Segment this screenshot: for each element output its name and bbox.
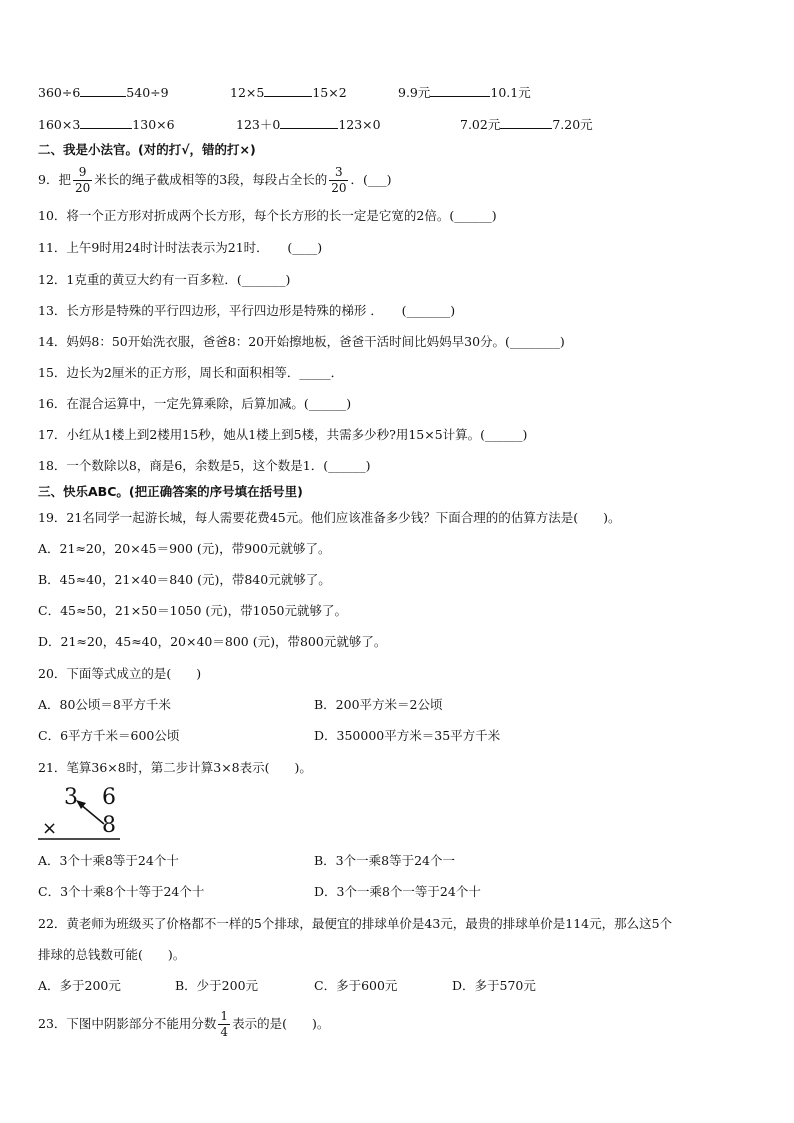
- answer-blank[interactable]: [80, 116, 132, 129]
- question-12: 12．1克重的黄豆大约有一百多粒．(_______): [38, 272, 291, 287]
- option-a[interactable]: A．多于200元: [38, 978, 121, 993]
- digit-ones: 6: [102, 785, 116, 810]
- digit-multiplier: 8: [102, 813, 116, 838]
- question-20-stem: 20．下面等式成立的是( ): [38, 666, 202, 681]
- option-c[interactable]: C．45≈50，21×50＝1050 (元)，带1050元就够了。: [38, 603, 347, 618]
- option-a[interactable]: A．80公顷＝8平方千米: [38, 697, 171, 712]
- option-c[interactable]: C．6平方千米＝600公顷: [38, 728, 180, 743]
- question-10: 10．将一个正方形对折成两个长方形，每个长方形的长一定是它宽的2倍。(______): [38, 208, 497, 223]
- compare-item: 12×5 15×2: [230, 85, 347, 100]
- question-15: 15．边长为2厘米的正方形，周长和面积相等．_____．: [38, 365, 344, 380]
- answer-blank[interactable]: [430, 84, 490, 97]
- option-d[interactable]: D．21≈20，45≈40，20×40＝800 (元)，带800元就够了。: [38, 634, 387, 649]
- compare-item: 160×3 130×6: [38, 117, 175, 132]
- option-d[interactable]: D．多于570元: [452, 978, 536, 993]
- question-13: 13．长方形是特殊的平行四边形，平行四边形是特殊的梯形 ． (_______): [38, 303, 456, 318]
- section-title: 三、快乐ABC。(把正确答案的序号填在括号里): [38, 484, 303, 499]
- option-c[interactable]: C．3个十乘8个十等于24个十: [38, 884, 205, 899]
- section-title: 二、我是小法官。(对的打√，错的打×): [38, 142, 256, 157]
- question-17: 17．小红从1楼上到2楼用15秒，她从1楼上到5楼，共需多少秒?用15×5计算。(______): [38, 427, 528, 442]
- question-18: 18．一个数除以8，商是6，余数是5，这个数是1．(______): [38, 458, 371, 473]
- question-19-stem: 19．21名同学一起游长城，每人需要花费45元。他们应该准备多少钱？下面合理的的估算方法是( )。: [38, 510, 621, 525]
- fraction: $\frac{1}{4}$: [220, 1009, 229, 1039]
- answer-blank[interactable]: [264, 84, 312, 97]
- option-a[interactable]: A．21≈20，20×45＝900 (元)，带900元就够了。: [38, 541, 331, 556]
- option-b[interactable]: B．200平方米＝2公顷: [314, 697, 443, 712]
- question-11: 11．上午9时用24时计时法表示为21时． (____): [38, 240, 323, 255]
- compare-item: 123＋0 123×0: [236, 117, 381, 132]
- question-22-stem-cont: 排球的总钱数可能( )。: [38, 947, 186, 962]
- answer-blank[interactable]: [280, 116, 338, 129]
- option-a[interactable]: A．3个十乘8等于24个十: [38, 853, 179, 868]
- option-b[interactable]: B．少于200元: [175, 978, 259, 993]
- option-b[interactable]: B．45≈40，21×40＝840 (元)，带840元就够了。: [38, 572, 331, 587]
- fraction: $\frac{3}{20}$: [331, 165, 347, 195]
- option-d[interactable]: D．3个一乘8个一等于24个十: [314, 884, 481, 899]
- digit-tens: 3: [64, 785, 78, 810]
- arrow-icon: [36, 786, 126, 842]
- question-23-stem: 23．下图中阴影部分不能用分数 $\frac{1}{4}$ 表示的是( )。: [38, 1009, 330, 1039]
- compare-item: 360÷6 540÷9: [38, 85, 169, 100]
- question-21-stem: 21．笔算36×8时，第二步计算3×8表示( )。: [38, 760, 312, 775]
- answer-blank[interactable]: [80, 84, 126, 97]
- answer-blank[interactable]: [500, 116, 552, 129]
- question-16: 16．在混合运算中，一定先算乘除，后算加减。(______): [38, 396, 352, 411]
- option-d[interactable]: D．350000平方米＝35平方千米: [314, 728, 501, 743]
- option-b[interactable]: B．3个一乘8等于24个一: [314, 853, 455, 868]
- compare-item: 9.9元 10.1元: [398, 85, 531, 100]
- multiplication-figure: [36, 786, 126, 842]
- compare-item: 7.02元 7.20元: [460, 117, 593, 132]
- question-14: 14．妈妈8：50开始洗衣服，爸爸8：20开始擦地板，爸爸干活时间比妈妈早30分。(________): [38, 334, 565, 349]
- option-c[interactable]: C．多于600元: [314, 978, 398, 993]
- question-22-stem: 22．黄老师为班级买了价格都不一样的5个排球，最便宜的排球单价是43元，最贵的排球单价是114元，那么这5个: [38, 916, 673, 931]
- fraction: $\frac{9}{20}$: [74, 165, 91, 195]
- times-sign: ×: [42, 818, 58, 839]
- question-9: 9．把 $\frac{9}{20}$ 米长的绳子截成相等的3段，每段占全长的 $\frac{3}{20}$ ．(___): [38, 165, 392, 195]
